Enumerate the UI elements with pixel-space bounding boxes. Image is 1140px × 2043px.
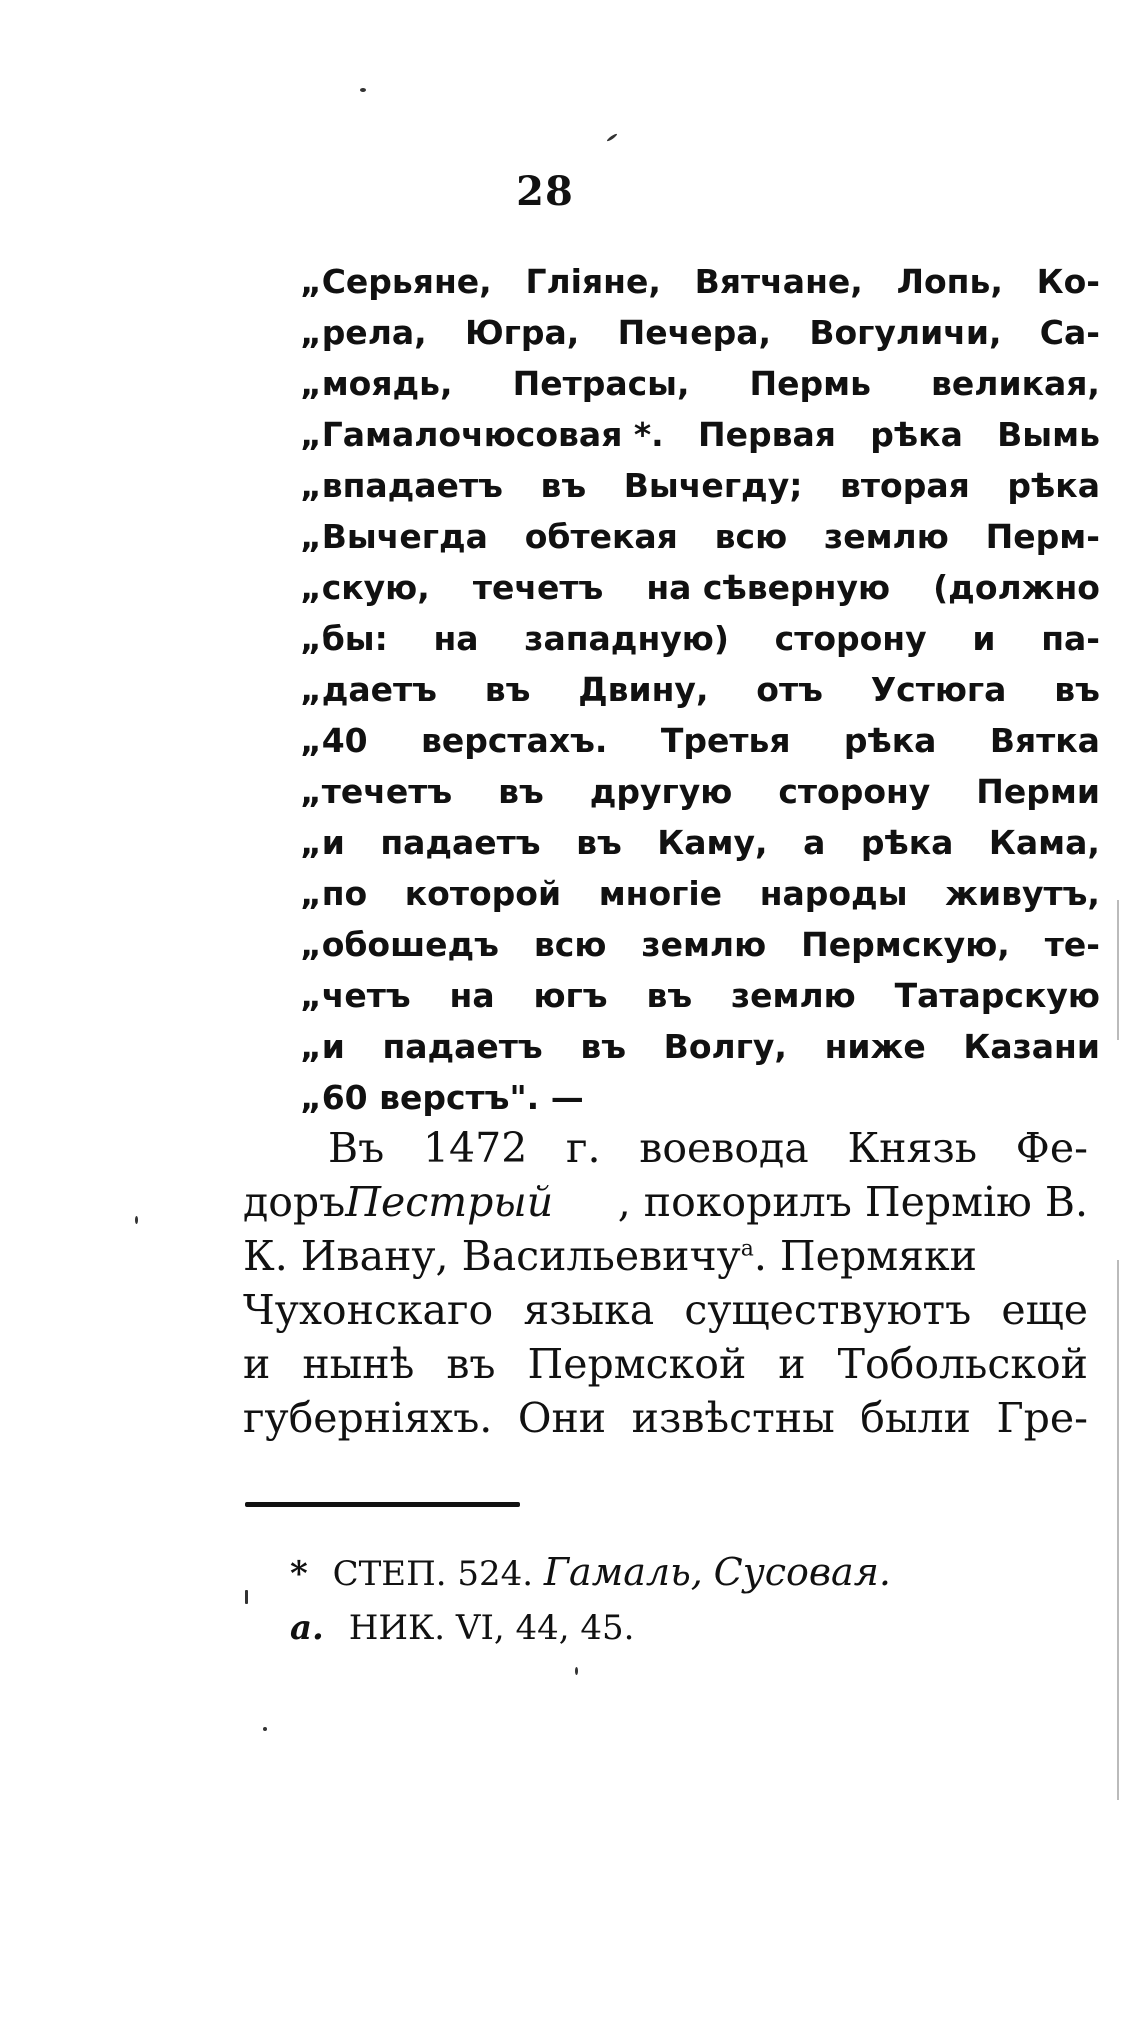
quote-word: рѣка xyxy=(860,823,954,862)
body-word: и xyxy=(243,1340,271,1388)
footnote-marker: a. xyxy=(290,1608,324,1648)
scan-speck xyxy=(606,133,618,142)
quote-word: въ xyxy=(540,466,587,505)
quote-word: другую xyxy=(589,772,733,811)
quote-word: великая, xyxy=(931,364,1100,403)
body-word: 1472 xyxy=(422,1124,528,1172)
quote-word: па- xyxy=(1041,619,1100,658)
quote-word: „по xyxy=(300,874,368,913)
scan-speck xyxy=(135,1216,138,1224)
quote-word: Кама, xyxy=(988,823,1100,862)
body-word: Они xyxy=(517,1394,607,1442)
quote-word: „скую, xyxy=(300,568,430,607)
quote-word: вторая xyxy=(840,466,970,505)
quote-word: въ xyxy=(646,976,693,1015)
quote-word: на сѣверную xyxy=(646,568,891,607)
quote-word: многіе xyxy=(598,874,723,913)
quote-word: Двину, xyxy=(578,670,709,709)
footnotes xyxy=(290,1550,1050,1666)
quote-word: обтекая xyxy=(524,517,678,556)
body-word: Чухонскаго xyxy=(243,1286,494,1334)
body-word: Фе- xyxy=(1015,1124,1088,1172)
quote-word: Лопь, xyxy=(896,262,1003,301)
quote-line xyxy=(300,619,1100,670)
body-word: и xyxy=(778,1340,806,1388)
quote-word: „моядь, xyxy=(300,364,453,403)
quote-word: рѣка xyxy=(1007,466,1100,505)
quote-word: „40 xyxy=(300,721,368,760)
margin-line xyxy=(1117,1260,1119,1800)
body-word: Тобольской xyxy=(837,1340,1088,1388)
body-line xyxy=(243,1232,1088,1286)
quote-line xyxy=(300,262,1100,313)
quote-word: Перм- xyxy=(985,517,1100,556)
quote-line xyxy=(300,313,1100,364)
body-word: были xyxy=(860,1394,971,1442)
quote-line xyxy=(300,1078,1100,1129)
body-word: Князь xyxy=(847,1124,978,1172)
footnote-ref: a xyxy=(740,1236,754,1262)
scan-speck xyxy=(360,88,366,92)
body-line xyxy=(243,1286,1088,1340)
footnote-rule xyxy=(245,1502,520,1507)
quote-word: верстахъ. xyxy=(420,721,608,760)
body-line xyxy=(243,1394,1088,1448)
quote-word: сторону xyxy=(774,619,927,658)
quote-word: сторону xyxy=(778,772,931,811)
quote-word: въ xyxy=(580,1027,627,1066)
quote-word: Татарскую xyxy=(894,976,1100,1015)
body-word: въ xyxy=(446,1340,496,1388)
body-word: г. xyxy=(566,1124,601,1172)
quote-line xyxy=(300,415,1100,466)
body-word: Пермской xyxy=(527,1340,747,1388)
body-paragraph xyxy=(243,1124,1088,1448)
quote-word: рѣка xyxy=(870,415,963,454)
quote-word: Вятчане, xyxy=(694,262,863,301)
body-word: доръ xyxy=(243,1178,346,1226)
quote-word: и xyxy=(972,619,996,658)
footnote-2 xyxy=(290,1608,1050,1666)
quote-word: „даетъ xyxy=(300,670,437,709)
quote-word: землю xyxy=(730,976,856,1015)
body-word: языка xyxy=(523,1286,655,1334)
quote-word: народы xyxy=(759,874,908,913)
quote-word: „бы: xyxy=(300,619,388,658)
quote-word: „впадаетъ xyxy=(300,466,503,505)
quote-word: Петрасы, xyxy=(512,364,690,403)
quote-word: „обошедъ xyxy=(300,925,499,964)
quote-word: падаетъ xyxy=(380,823,541,862)
quote-word: „рела, xyxy=(300,313,427,352)
quote-word: отъ xyxy=(756,670,823,709)
quote-word: живутъ, xyxy=(945,874,1100,913)
footnote-text: НИК. VI, 44, 45. xyxy=(348,1608,635,1648)
quote-word: Каму, xyxy=(657,823,768,862)
quote-word: землю xyxy=(641,925,767,964)
body-line xyxy=(243,1124,1088,1178)
quote-word: въ xyxy=(1054,670,1100,709)
quote-word: рѣка xyxy=(843,721,937,760)
quote-line xyxy=(300,874,1100,925)
quote-line xyxy=(300,976,1100,1027)
body-word: губерніяхъ. xyxy=(243,1394,493,1442)
quote-word: Пермь xyxy=(749,364,872,403)
chronicle-quote xyxy=(300,262,1100,1129)
body-text-main: К. Ивану, Васильевичу xyxy=(243,1232,741,1280)
quote-word: Казани xyxy=(963,1027,1100,1066)
quote-word: Югра, xyxy=(464,313,580,352)
quote-word: Ко- xyxy=(1036,262,1100,301)
quote-word: Вымь xyxy=(997,415,1100,454)
quote-word: всю xyxy=(714,517,788,556)
body-word: нынѣ xyxy=(302,1340,415,1388)
quote-word: „Вычегда xyxy=(300,517,488,556)
quote-word: Третья xyxy=(660,721,791,760)
body-word: существуютъ xyxy=(684,1286,972,1334)
name-italic: Пестрый xyxy=(345,1178,554,1226)
scan-speck xyxy=(263,1727,267,1731)
quote-word: те- xyxy=(1044,925,1100,964)
margin-line xyxy=(1117,900,1119,1040)
quote-word: Устюга xyxy=(870,670,1007,709)
body-text: , покорилъ Пермію В. xyxy=(617,1178,1088,1226)
quote-word: „течетъ xyxy=(300,772,453,811)
quote-word: на xyxy=(449,976,495,1015)
quote-word: „60 верстъ". — xyxy=(300,1078,584,1117)
quote-word: падаетъ xyxy=(382,1027,543,1066)
footnote-1 xyxy=(290,1550,1050,1608)
quote-line xyxy=(300,1027,1100,1078)
quote-word: Пермскую, xyxy=(801,925,1010,964)
quote-line xyxy=(300,364,1100,415)
quote-line xyxy=(300,772,1100,823)
quote-line xyxy=(300,466,1100,517)
body-word: еще xyxy=(1001,1286,1088,1334)
quote-line xyxy=(300,925,1100,976)
quote-word: течетъ xyxy=(472,568,604,607)
quote-word: Перми xyxy=(976,772,1100,811)
footnote-text: СТЕП. 524. xyxy=(332,1554,534,1594)
body-word: Гре- xyxy=(996,1394,1088,1442)
body-word: воевода xyxy=(639,1124,809,1172)
quote-word: въ xyxy=(498,772,544,811)
quote-word: всю xyxy=(533,925,607,964)
quote-word: „и xyxy=(300,1027,345,1066)
quote-word: „и xyxy=(300,823,345,862)
quote-line xyxy=(300,670,1100,721)
quote-line xyxy=(300,823,1100,874)
quote-word: въ xyxy=(484,670,531,709)
body-word: Въ xyxy=(328,1124,385,1172)
quote-word: на xyxy=(433,619,479,658)
quote-word: Печера, xyxy=(617,313,772,352)
quote-word: Вогуличи, xyxy=(809,313,1002,352)
body-word: извѣстны xyxy=(631,1394,835,1442)
quote-line xyxy=(300,721,1100,772)
quote-line xyxy=(300,517,1100,568)
footnote-marker: * xyxy=(290,1554,308,1594)
quote-word: а xyxy=(803,823,826,862)
body-text-end: . Пермяки xyxy=(753,1232,977,1280)
scan-speck xyxy=(245,1590,248,1604)
quote-word: югъ xyxy=(533,976,608,1015)
quote-word: „Гамалочюсовая *. xyxy=(300,415,664,454)
quote-word: „четъ xyxy=(300,976,411,1015)
quote-word: (должно xyxy=(933,568,1100,607)
quote-word: Вычегду; xyxy=(623,466,803,505)
quote-word: западную) xyxy=(524,619,729,658)
scan-speck xyxy=(575,1667,578,1675)
quote-line xyxy=(300,568,1100,619)
quote-word: Са- xyxy=(1039,313,1100,352)
body-line xyxy=(243,1178,1088,1232)
quote-word: Волгу, xyxy=(663,1027,787,1066)
quote-word: „Серьяне, xyxy=(300,262,492,301)
footnote-italic: Сусовая. xyxy=(713,1550,891,1594)
body-text xyxy=(243,1232,977,1280)
quote-word: Гліяне, xyxy=(525,262,661,301)
body-line xyxy=(243,1340,1088,1394)
quote-word: ниже xyxy=(824,1027,926,1066)
quote-word: которой xyxy=(404,874,562,913)
quote-word: Вятка xyxy=(989,721,1100,760)
quote-word: землю xyxy=(824,517,949,556)
footnote-italic: Гамаль, xyxy=(543,1550,703,1594)
quote-word: Первая xyxy=(697,415,836,454)
quote-word: въ xyxy=(576,823,622,862)
page-number: 28 xyxy=(516,168,574,215)
